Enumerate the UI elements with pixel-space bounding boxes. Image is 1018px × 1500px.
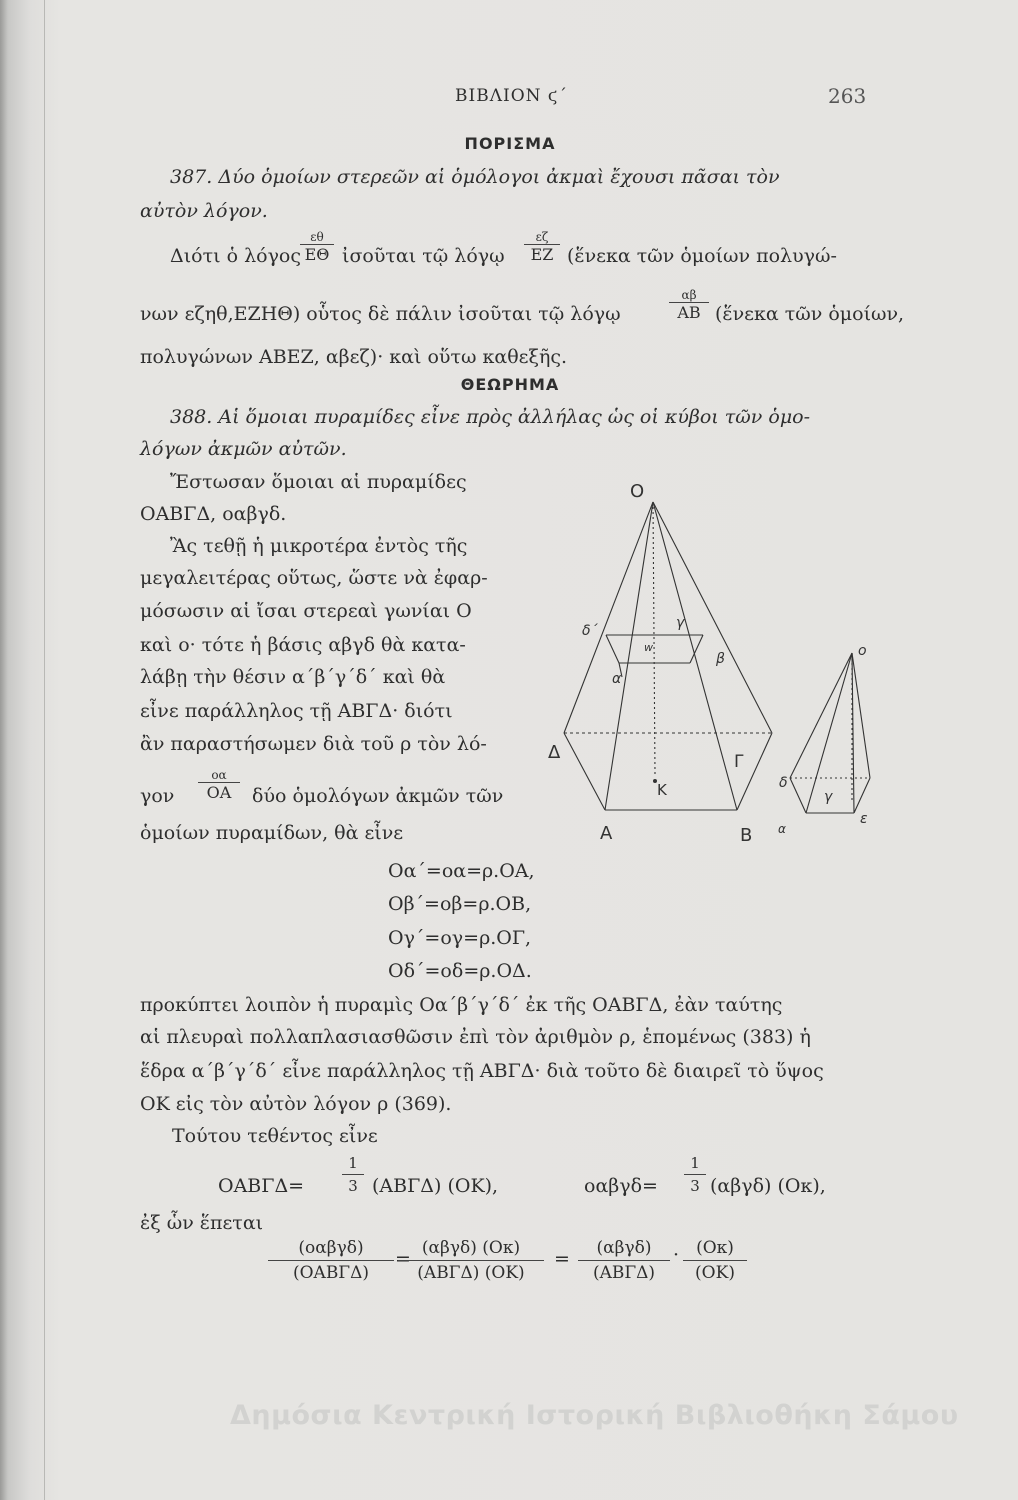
small-label-gamma: γ <box>824 789 833 805</box>
label-alpha: α <box>612 671 622 687</box>
ratio-prefix: γον <box>140 785 175 807</box>
conclusion-line: ἕδρα α΄β΄γ΄δ΄ εἶνε παράλληλος τῇ ΑΒΓΔ· διὰ τοῦτο δὲ διαιρεῖ τὸ ὕψος <box>140 1060 824 1082</box>
volume-formula-small-left: οαβγδ= <box>584 1175 658 1197</box>
conclusion-line: αἱ πλευραὶ πολλαπλασιασθῶσιν ἐπὶ τὸν ἀριθμὸν ρ, ἑπομένως (383) ἡ <box>140 1026 811 1048</box>
proof-line1-start: Διότι ὁ λόγος <box>170 245 302 267</box>
small-label-o: o <box>858 643 867 659</box>
theorem-text-line: ἂν παραστήσωμεν διὰ τοῦ ρ τὸν λό- <box>140 733 487 755</box>
fraction-oa: οα ΟΑ <box>198 768 240 803</box>
fraction-ab: αβ ΑΒ <box>669 288 709 323</box>
final-fraction: (οαβγδ) (ΟΑΒΓΔ) <box>268 1236 394 1285</box>
small-label-epsilon: ε <box>860 811 868 827</box>
label-w: w <box>644 641 653 654</box>
theorem-text-line: καὶ ο· τότε ἡ βάσις αβγδ θὰ κατα- <box>140 634 466 656</box>
label-O: O <box>630 481 645 502</box>
label-beta: β <box>716 651 725 667</box>
corollary-heading: ΠΟΡΙΣΜΑ <box>464 134 556 153</box>
conclusion-line: Τούτου τεθέντος εἶνε <box>172 1125 378 1147</box>
running-header: ΒΙΒΛΙΟΝ ϛ΄ <box>455 86 568 106</box>
fraction-one-third: $\frac{1}{3}$ <box>342 1152 364 1197</box>
volume-formula-large-left: ΟΑΒΓΔ= <box>218 1175 305 1197</box>
equation-line: Οβ΄=οβ=ρ.ΟΒ, <box>388 893 532 915</box>
pyramid-figure <box>540 475 900 855</box>
theorem-statement-line2: λόγων ἀκμῶν αὐτῶν. <box>140 438 347 460</box>
ratio-line2: ὁμοίων πυραμίδων, θὰ εἶνε <box>140 822 404 844</box>
edge-OG <box>653 502 772 733</box>
conclusion-line: προκύπτει λοιπὸν ἡ πυραμὶς Οα΄β΄γ΄δ΄ ἐκ τῆς ΟΑΒΓΔ, ἐὰν ταύτης <box>140 994 783 1016</box>
binding-edge <box>44 0 45 1500</box>
theorem-text-line: λάβῃ τὴν θέσιν α΄β΄γ΄δ΄ καὶ θὰ <box>140 666 446 688</box>
fraction-eth: εθ ΕΘ <box>300 230 334 265</box>
small-edge-da <box>790 778 806 813</box>
edge-OA <box>605 502 653 810</box>
edge-OD <box>564 502 653 733</box>
small-edge-og <box>852 653 870 778</box>
edge-DA <box>564 733 605 810</box>
equals-sign: = <box>554 1248 570 1270</box>
label-A: A <box>600 823 613 844</box>
label-K: K <box>657 781 667 799</box>
volume-formula-large-right: (ΑΒΓΔ) (ΟΚ), <box>372 1175 499 1197</box>
ratio-suffix: δύο ὁμολόγων ἀκμῶν τῶν <box>252 785 504 807</box>
label-delta: δ΄ <box>582 623 598 639</box>
theorem-text-line: μεγαλειτέρας οὕτως, ὥστε νὰ ἐφαρ- <box>140 567 488 589</box>
proof-line2-end: (ἕνεκα τῶν ὁμοίων, <box>715 303 905 325</box>
corollary-statement-line2: αὐτὸν λόγον. <box>140 200 268 222</box>
equation-line: Οδ΄=οδ=ρ.ΟΔ. <box>388 960 532 982</box>
conclusion-line: ΟΚ εἰς τὸν αὐτὸν λόγον ρ (369). <box>140 1093 452 1115</box>
theorem-text-line: Ἔστωσαν ὅμοιαι αἱ πυραμίδες <box>170 471 467 493</box>
theorem-statement-line1: 388. Αἱ ὅμοιαι πυραμίδες εἶνε πρὸς ἀλλήλας ὡς οἱ κύβοι τῶν ὁμο- <box>170 406 811 428</box>
final-fraction: (αβγδ) (ΑΒΓΔ) <box>578 1236 670 1285</box>
final-fraction: $\frac{(O\kappa)}{(OK)}$ <box>683 1236 747 1285</box>
page-number: 263 <box>828 84 867 108</box>
label-gamma: γ <box>676 615 685 631</box>
proof-line1-middle: ἰσοῦται τῷ λόγῳ <box>342 245 505 267</box>
proof-line3: πολυγώνων ΑΒΕΖ, αβεζ)· καὶ οὕτω καθεξῆς. <box>140 346 568 368</box>
proof-line1-end: (ἕνεκα τῶν ὁμοίων πολυγώ- <box>567 245 837 267</box>
height-OK <box>653 502 655 775</box>
times-dot: · <box>673 1244 680 1266</box>
theorem-text-line: Ἂς τεθῇ ἡ μικροτέρα ἐντὸς τῆς <box>170 535 468 557</box>
theorem-text-line: εἶνε παράλληλος τῇ ΑΒΓΔ· διότι <box>140 700 453 722</box>
whence-text: ἐξ ὧν ἕπεται <box>140 1212 264 1234</box>
corollary-statement-line1: 387. Δύο ὁμοίων στερεῶν αἱ ὁμόλογοι ἀκμαὶ ἔχουσι πᾶσαι τὸν <box>170 166 780 188</box>
label-G: Γ <box>734 752 744 772</box>
equals-sign: = <box>395 1248 411 1270</box>
equation-line: Οα΄=οα=ρ.ΟΑ, <box>388 860 535 882</box>
label-B: B <box>740 825 753 846</box>
library-watermark: Δημόσια Κεντρική Ιστορική Βιβλιοθήκη Σάμου <box>230 1400 959 1431</box>
theorem-text-line: μόσωσιν αἱ ἴσαι στερεαὶ γωνίαι Ο <box>140 600 472 622</box>
proof-line2-start: νων εζηθ,ΕΖΗΘ) οὗτος δὲ πάλιν ἰσοῦται τῷ λόγῳ <box>140 303 621 325</box>
label-D: Δ <box>548 742 561 763</box>
theorem-text-line: ΟΑΒΓΔ, οαβγδ. <box>140 503 287 525</box>
small-edge-bg <box>854 778 870 813</box>
section-edge <box>690 635 703 663</box>
small-label-delta: δ <box>779 775 788 791</box>
volume-formula-small-right: (αβγδ) (Οκ), <box>710 1175 826 1197</box>
small-label-alpha: α <box>778 822 786 836</box>
fraction-ez: εζ ΕΖ <box>524 230 560 265</box>
theorem-heading: ΘΕΩΡΗΜΑ <box>460 375 560 394</box>
section-edge <box>606 635 619 663</box>
fraction-one-third: $\frac{1}{3}$ <box>684 1152 706 1197</box>
equation-line: Ογ΄=ογ=ρ.ΟΓ, <box>388 927 532 949</box>
final-fraction: (αβγδ) (Οκ) (ΑΒΓΔ) (ΟΚ) <box>398 1236 544 1285</box>
